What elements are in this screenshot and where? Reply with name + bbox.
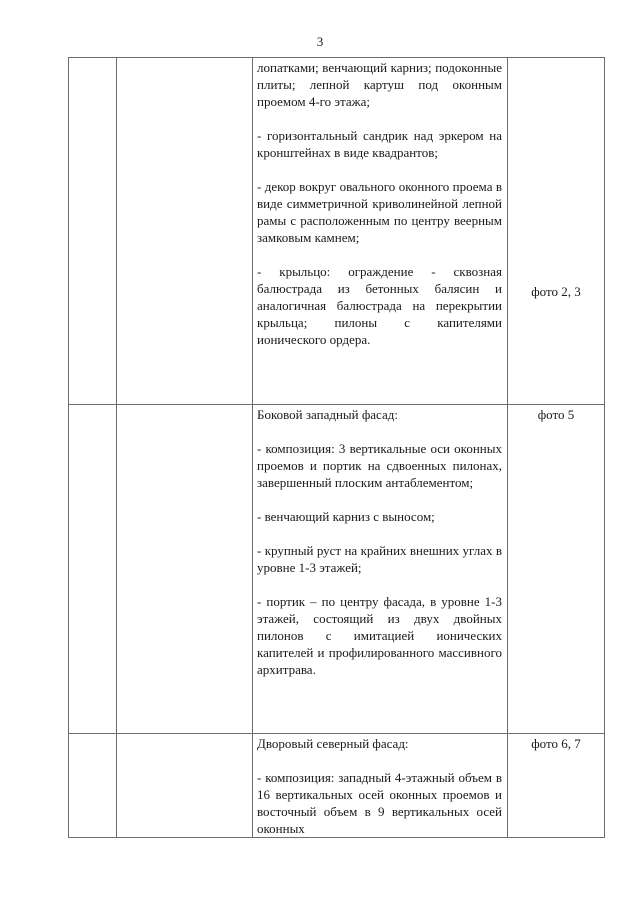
element-cell [117, 405, 253, 734]
photo-reference: фото 2, 3 [531, 284, 581, 299]
description-paragraph: - композиция: западный 4-этажный объем в 16 вертикальных осей оконных проемов и восточный объем в 9 вертикальных осей оконных [257, 770, 502, 836]
number-cell [69, 58, 117, 405]
description-paragraph: - крыльцо: ограждение - сквозная балюстрада из бетонных балясин и аналогичная балюстрада на перекрытии крыльца; пилоны с капителями ионического ордера. [257, 264, 502, 347]
description-cell [253, 734, 508, 838]
photo-cell [508, 405, 605, 734]
table-row [69, 58, 605, 405]
photo-cell [508, 734, 605, 838]
description-paragraph: - портик – по центру фасада, в уровне 1-3 этажей, состоящий из двух двойных пилонов с имитацией ионических капителей и профилированного массивного архитрава. [257, 594, 502, 677]
section-heading: Дворовый северный фасад: [257, 736, 409, 751]
number-cell [69, 405, 117, 734]
description-cell [253, 58, 508, 405]
table-row [69, 734, 605, 838]
photo-reference: фото 6, 7 [531, 736, 581, 751]
photo-cell [508, 58, 605, 405]
description-paragraph: - венчающий карниз с выносом; [257, 509, 435, 524]
description-paragraph: - горизонтальный сандрик над эркером на кронштейнах в виде квадрантов; [257, 128, 502, 160]
element-cell [117, 58, 253, 405]
description-paragraph: - композиция: 3 вертикальные оси оконных проемов и портик на сдвоенных пилонах, завершенный плоским антаблементом; [257, 441, 502, 490]
description-paragraph: - декор вокруг овального оконного проема в виде симметричной криволинейной лепной рамы с расположенным по центру веерным замковым камнем; [257, 179, 502, 245]
element-cell [117, 734, 253, 838]
description-cell [253, 405, 508, 734]
photo-reference: фото 5 [537, 407, 575, 422]
monument-description-table [68, 57, 605, 838]
number-cell [69, 734, 117, 838]
table-row [69, 405, 605, 734]
description-paragraph: - крупный руст на крайних внешних углах в уровне 1-3 этажей; [257, 543, 502, 575]
section-heading: Боковой западный фасад: [257, 407, 398, 422]
page-number: 3 [316, 34, 324, 49]
description-paragraph: лопатками; венчающий карниз; подоконные плиты; лепной картуш под оконным проемом 4-го этажа; [257, 60, 502, 109]
